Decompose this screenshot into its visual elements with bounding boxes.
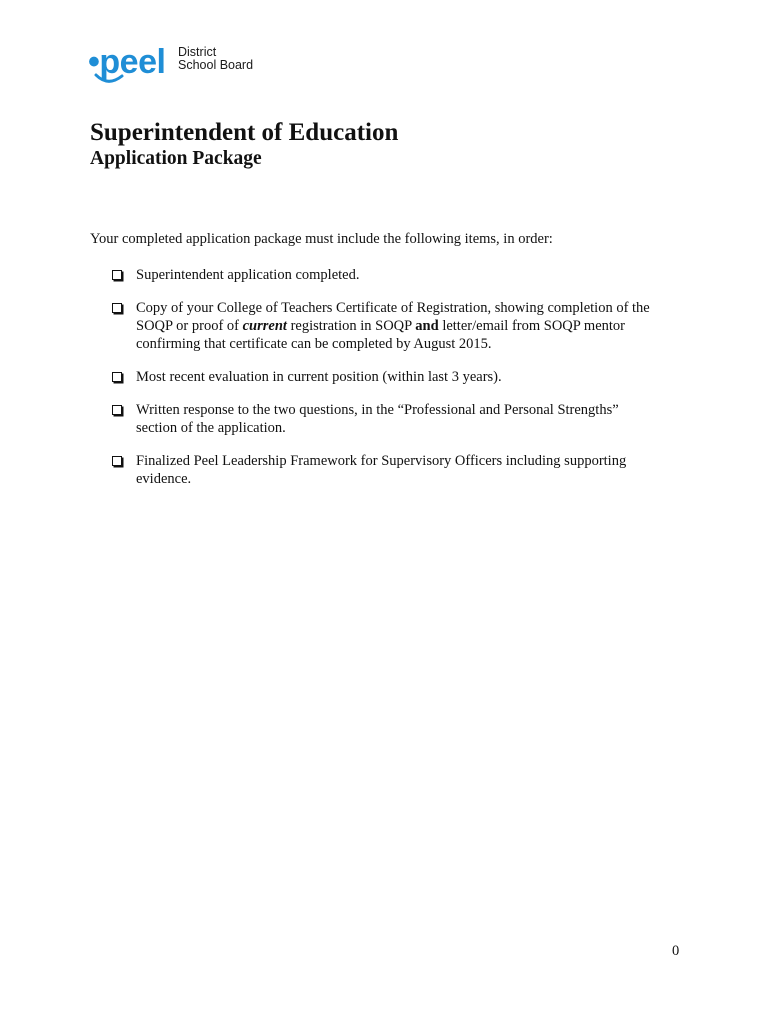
checklist-item-text: Written response to the two questions, in the “Professional and Personal Strengths” section of the application.: [136, 402, 619, 436]
checklist-item: [90, 401, 660, 437]
checkbox-icon: [112, 372, 122, 382]
checklist-item-text: [136, 300, 650, 352]
peel-district-school-board-logo: [88, 44, 268, 92]
checkbox-icon: [112, 405, 122, 415]
checklist-item-text-part: registration in SOQP: [286, 318, 416, 334]
checklist-item-text: Most recent evaluation in current position (within last 3 years).: [136, 369, 502, 385]
checklist-item-text-part: letter/email from SOQP mentor confirming that certificate can be completed by August 2015.: [136, 318, 625, 352]
emphasis-current: current: [242, 318, 287, 334]
intro-paragraph: Your completed application package must include the following items, in order:: [90, 231, 553, 247]
application-checklist: [90, 266, 660, 503]
strong-and: and: [415, 318, 439, 334]
checklist-item-text: Superintendent application completed.: [136, 267, 360, 283]
checklist-item-text-part: Copy of your College of Teachers Certificate of Registration, showing completion of the SOQP or proof of: [136, 300, 650, 334]
checklist-item: [90, 452, 660, 488]
logo-line-school-board: School Board: [178, 58, 254, 72]
page-number: 0: [672, 943, 680, 959]
document-subtitle: Application Package: [90, 148, 262, 169]
checklist-item: [90, 368, 660, 386]
checklist-item: [90, 299, 660, 353]
checkbox-icon: [112, 270, 122, 280]
checklist-item-text: Finalized Peel Leadership Framework for Supervisory Officers including supporting evidence.: [136, 453, 627, 487]
checkbox-icon: [112, 456, 122, 466]
logo-line-district: District: [178, 45, 217, 59]
logo-wordmark: [178, 46, 253, 72]
checklist-item: [90, 266, 660, 284]
smile-icon: [92, 72, 132, 92]
checkbox-icon: [112, 303, 122, 313]
peel-logo-mark: •peel: [88, 43, 166, 81]
document-title: Superintendent of Education: [90, 119, 399, 146]
